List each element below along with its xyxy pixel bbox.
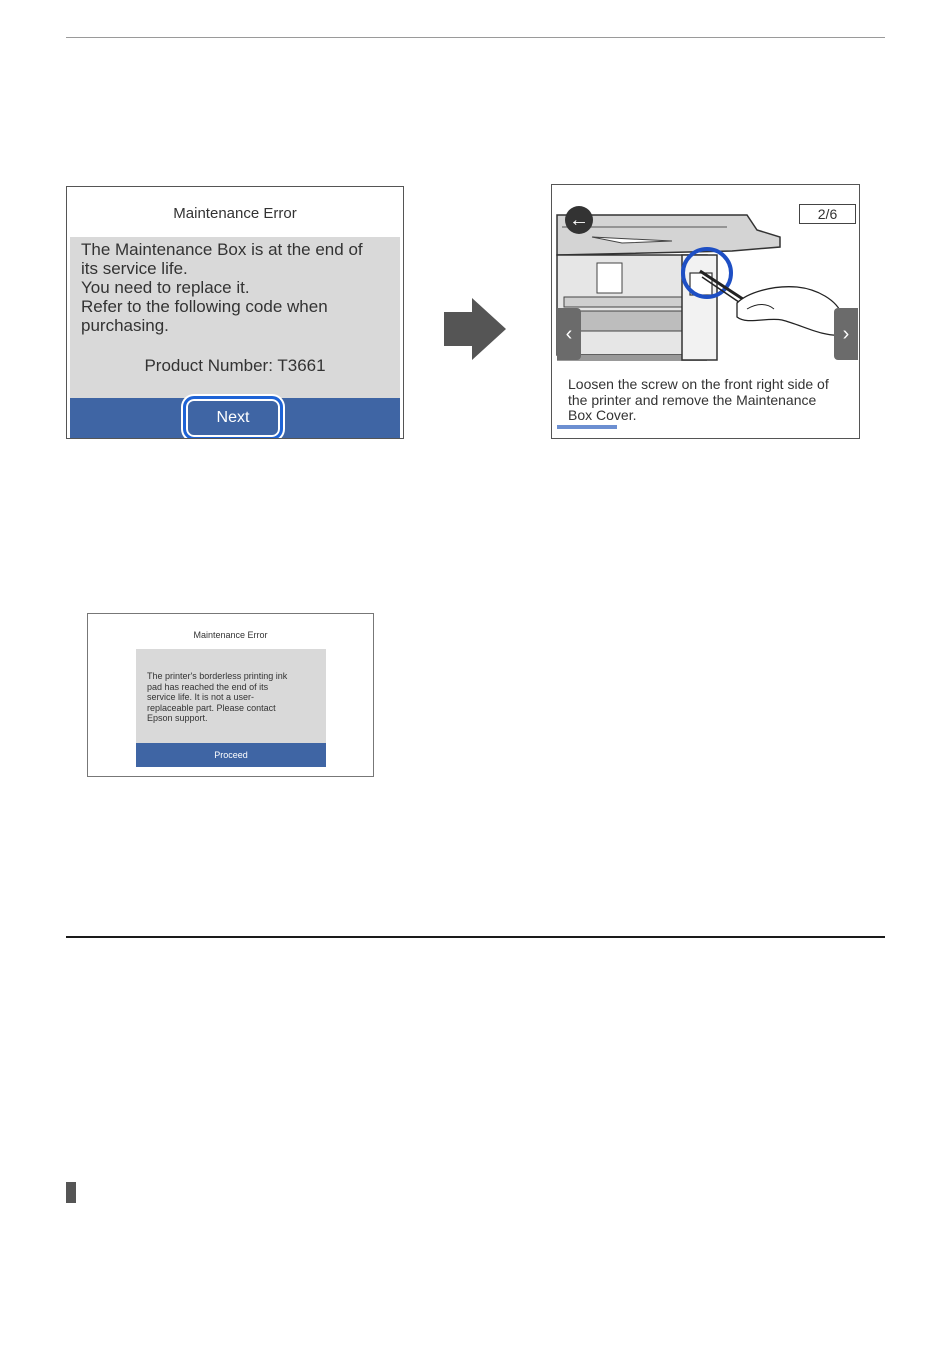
- right-arrow-icon: [444, 298, 506, 360]
- message-line: replaceable part. Please contact: [147, 702, 276, 713]
- message-line: The printer's borderless printing ink: [147, 671, 288, 681]
- screen-title: Maintenance Error: [173, 205, 297, 222]
- proceed-button[interactable]: Proceed: [136, 743, 326, 767]
- instruction-screen: [551, 184, 860, 439]
- message-line: pad has reached the end of its: [147, 681, 269, 692]
- instruction-line: Box Cover.: [568, 407, 637, 423]
- instruction-text: [568, 377, 856, 424]
- back-button[interactable]: ←: [565, 206, 593, 234]
- page-indicator: 2/6: [799, 204, 856, 224]
- message-panel: [136, 649, 326, 743]
- previous-step-button[interactable]: [557, 308, 581, 360]
- step-progress-bar: [557, 425, 617, 429]
- instruction-line: Loosen the screw on the front right side of: [568, 376, 829, 392]
- instruction-line: the printer and remove the Maintenance: [568, 391, 817, 408]
- maintenance-error-screen: [66, 186, 404, 439]
- screen-title: Maintenance Error: [193, 630, 268, 640]
- action-bar: [70, 398, 400, 438]
- product-number: Product Number: T3661: [144, 356, 326, 375]
- message-panel: [70, 237, 400, 398]
- margin-marker: [66, 1182, 76, 1203]
- message-line: service life. It is not a user-: [147, 692, 255, 702]
- message-line: Refer to the following code when: [81, 297, 328, 316]
- message-line: its service life.: [81, 259, 188, 278]
- message-text: [147, 671, 287, 724]
- message-text: [81, 240, 396, 335]
- next-step-button[interactable]: [834, 308, 858, 360]
- message-line: purchasing.: [81, 316, 169, 335]
- message-line: The Maintenance Box is at the end of: [81, 240, 363, 259]
- chevron-left-icon: ‹: [565, 323, 573, 345]
- next-button[interactable]: Next: [183, 396, 283, 439]
- message-line: Epson support.: [147, 713, 208, 723]
- chevron-right-icon: ›: [842, 323, 850, 345]
- message-line: You need to replace it.: [81, 278, 250, 297]
- section-rule: [66, 936, 885, 938]
- top-rule: [66, 37, 885, 38]
- ink-pad-error-screen: [87, 613, 374, 777]
